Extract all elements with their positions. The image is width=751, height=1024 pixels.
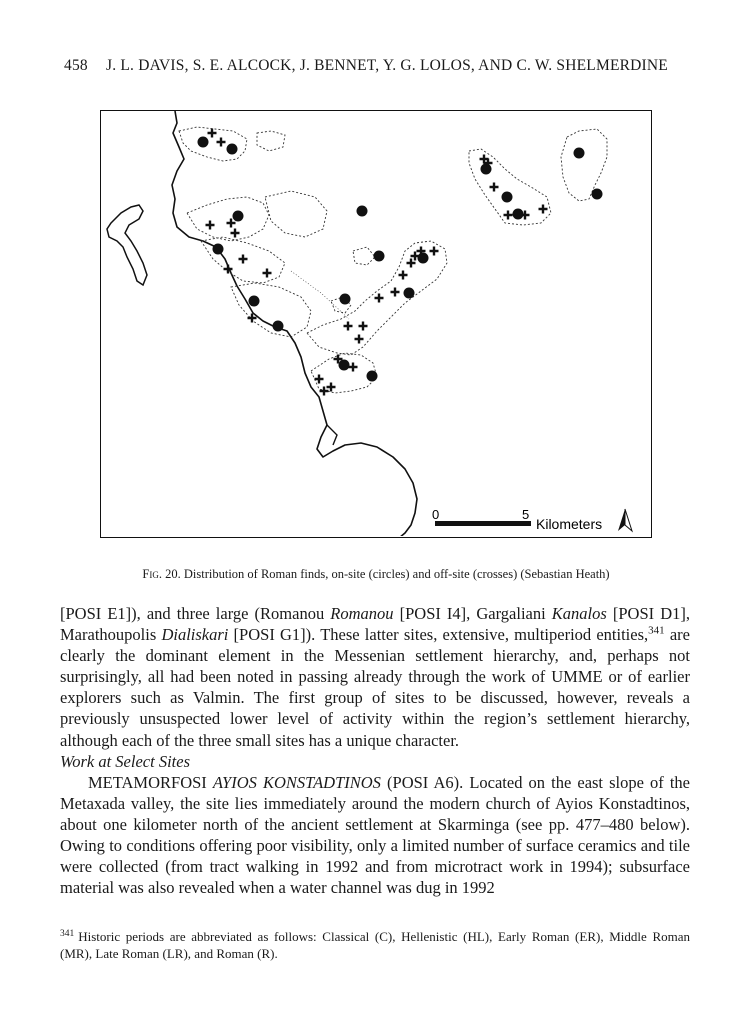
- paragraph-2: [60, 772, 690, 899]
- on-site-find-circle: [374, 251, 385, 262]
- footnote: [60, 928, 690, 962]
- north-arrow-icon: [618, 509, 632, 531]
- site-name-italic: AYIOS KONSTADTINOS: [212, 772, 381, 792]
- text-run: (POSI A6). Located on the east slope of the Metaxada valley, the site lies immediately around the modern church of Ayios Konstadtinos, about one kilometer north of the ancient settlement at Skarminga (see pp. 477–480 below). Owing to conditions offering poor visibility, only a limited number of surface ceramics and tile were collected (from tract walking in 1992 and from microtract work in 1994); subsurface material was also revealed when a water channel was dug in 1992: [60, 772, 690, 898]
- off-site-find-cross: [344, 322, 353, 331]
- off-site-find-cross: [239, 255, 248, 264]
- site-name-italic: Romanou: [330, 604, 394, 623]
- text-run: are clearly the dominant element in the Messenian settlement hierarchy, and, perhaps not surprisingly, all had been noted in passing already through the work of UMME or of earlier explorers such as Valmin. The first group of sites to be discussed, however, reveals a previously unsuspected lower level of activity within the region’s settlement hierarchy, although each of the three small sites has a unique character.: [60, 625, 690, 750]
- on-site-find-circle: [249, 296, 260, 307]
- off-site-find-cross: [399, 271, 408, 280]
- page-number: 458: [64, 57, 88, 74]
- road: [291, 271, 349, 319]
- off-site-finds: [206, 129, 548, 396]
- author-list: J. L. DAVIS, S. E. ALCOCK, J. BENNET, Y. G. LOLOS, AND C. W. SHELMERDINE: [106, 57, 668, 74]
- text-run: [POSI E1]), and three large (Romanou: [60, 604, 331, 623]
- on-site-find-circle: [357, 206, 368, 217]
- on-site-find-circle: [574, 148, 585, 159]
- off-site-find-cross: [263, 269, 272, 278]
- on-site-finds: [198, 137, 603, 382]
- off-site-find-cross: [208, 129, 217, 138]
- figure-caption: [100, 567, 652, 582]
- on-site-find-circle: [418, 253, 429, 264]
- scale-bar: [432, 507, 602, 532]
- off-site-find-cross: [355, 335, 364, 344]
- scale-unit: Kilometers: [536, 516, 603, 532]
- footnote-marker[interactable]: 341: [648, 624, 665, 637]
- figure-map: [100, 110, 652, 538]
- on-site-find-circle: [273, 321, 284, 332]
- scale-bar-rect: [435, 521, 531, 526]
- off-site-find-cross: [217, 138, 226, 147]
- off-site-find-cross: [430, 247, 439, 256]
- text-run: [POSI D1], Marathoupolis: [60, 604, 690, 645]
- off-site-find-cross: [206, 221, 215, 230]
- island: [107, 205, 147, 285]
- paragraph-1: [60, 603, 690, 751]
- on-site-find-circle: [502, 192, 513, 203]
- off-site-find-cross: [359, 322, 368, 331]
- footnote-number: 341: [60, 928, 75, 939]
- off-site-find-cross: [391, 288, 400, 297]
- off-site-find-cross: [504, 211, 513, 220]
- text-run: [POSI I4], Gargaliani: [393, 604, 552, 623]
- on-site-find-circle: [592, 189, 603, 200]
- on-site-find-circle: [213, 244, 224, 255]
- off-site-find-cross: [490, 183, 499, 192]
- body-text: [60, 603, 690, 898]
- off-site-find-cross: [315, 375, 324, 384]
- on-site-find-circle: [367, 371, 378, 382]
- off-site-find-cross: [349, 363, 358, 372]
- distribution-map: [101, 111, 650, 536]
- off-site-find-cross: [375, 294, 384, 303]
- figure-label: Fig. 20.: [142, 567, 181, 581]
- on-site-find-circle: [481, 164, 492, 175]
- caption-text: Distribution of Roman finds, on-site (circles) and off-site (crosses) (Sebastian Heath): [183, 567, 610, 581]
- footnote-text: Historic periods are abbreviated as follows: Classical (C), Hellenistic (HL), Early Roman (ER), Middle Roman (MR), Late Roman (LR), and Roman (R).: [60, 929, 690, 961]
- on-site-find-circle: [198, 137, 209, 148]
- section-heading: Work at Select Sites: [60, 751, 190, 771]
- coastline: [172, 111, 417, 536]
- scale-zero: 0: [432, 507, 440, 522]
- on-site-find-circle: [227, 144, 238, 155]
- on-site-find-circle: [404, 288, 415, 299]
- on-site-find-circle: [340, 294, 351, 305]
- off-site-find-cross: [539, 205, 548, 214]
- gulf-coastline: [327, 425, 337, 445]
- on-site-find-circle: [233, 211, 244, 222]
- text-run: [POSI G1]). These latter sites, extensive, multiperiod entities,: [228, 625, 649, 645]
- off-site-find-cross: [231, 229, 240, 238]
- site-name-italic: Dialiskari: [161, 625, 229, 645]
- scale-five: 5: [522, 507, 530, 522]
- text-run: METAMORFOSI: [88, 772, 213, 792]
- site-name-italic: Kanalos: [551, 604, 607, 623]
- on-site-find-circle: [339, 360, 350, 371]
- running-head: [64, 57, 684, 75]
